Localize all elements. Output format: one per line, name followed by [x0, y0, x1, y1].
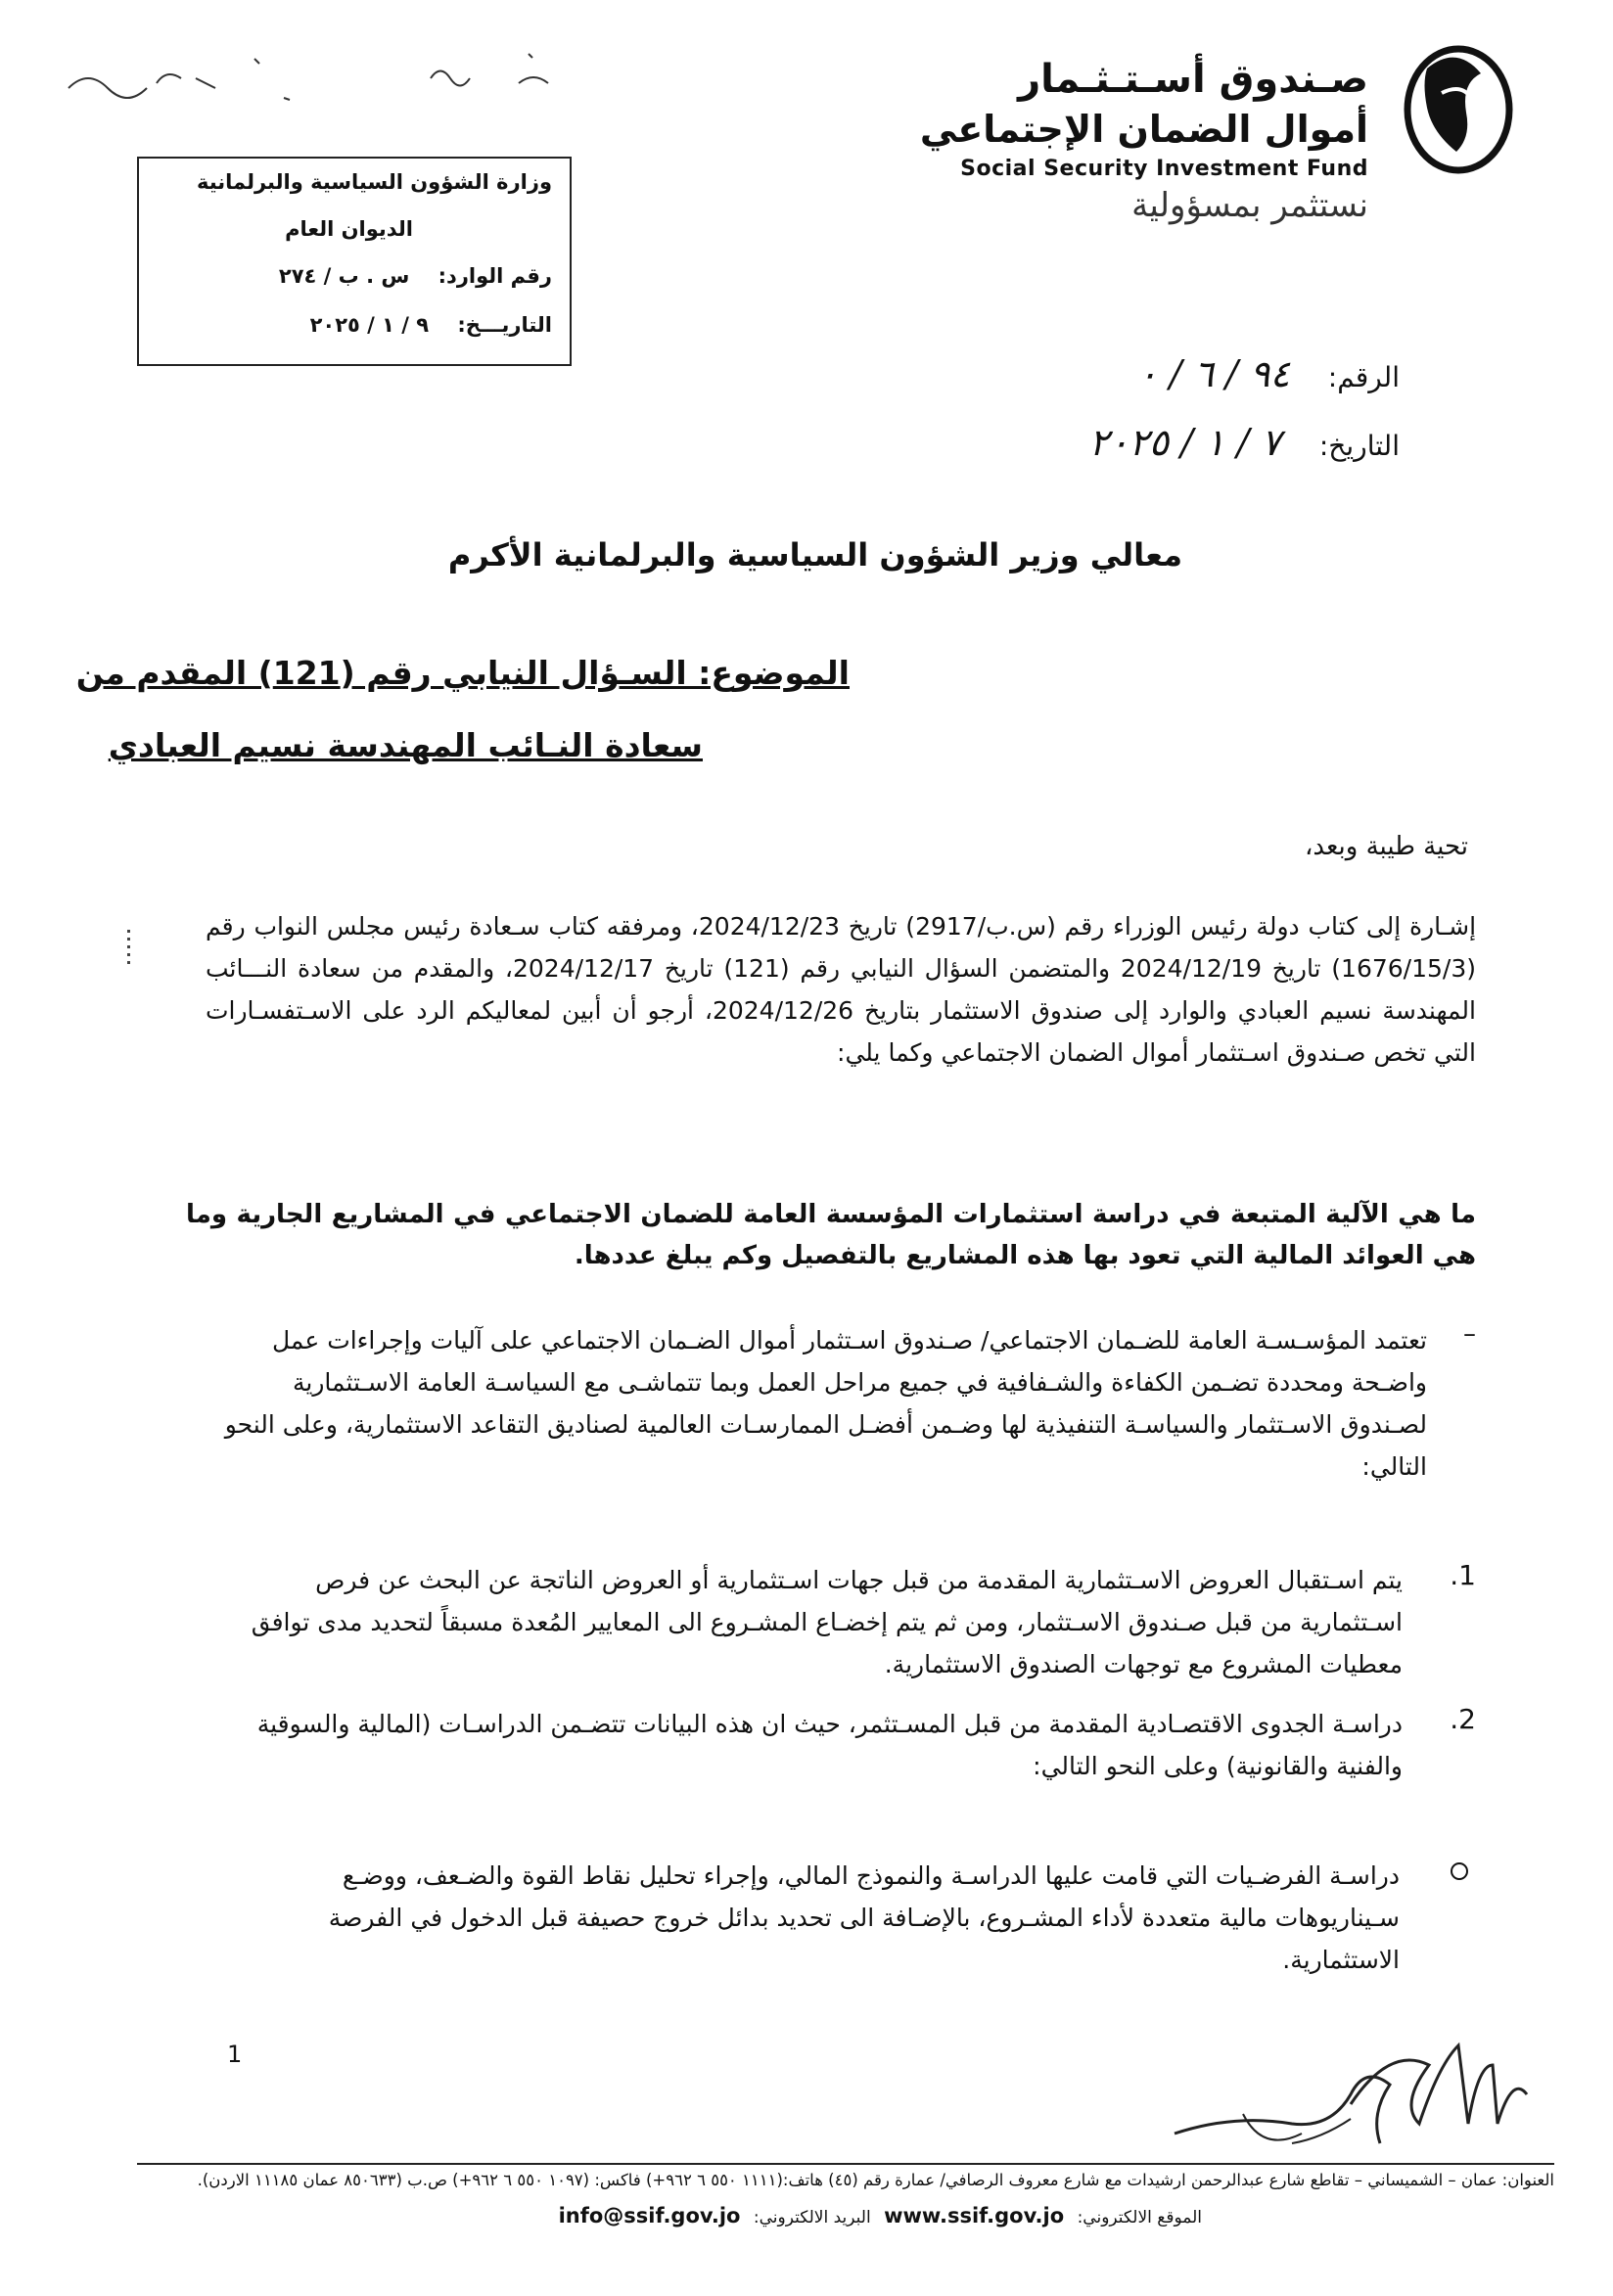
list-item: دراسـة الجدوى الاقتصـادية المقدمة من قبل المسـتثمر، حيث ان هذه البيانات تتضـمن الدراسـات (المالية والسوقية والفنية والقانونية) وعلى النحو التالي: — [256, 1710, 1403, 1780]
fund-name-ar-line1: صـندوق أسـتـثـمار — [1018, 57, 1368, 102]
fund-name-en: Social Security Investment Fund — [960, 157, 1368, 181]
email-link[interactable]: info@ssif.gov.jo — [558, 2204, 741, 2227]
fund-slogan: نستثمر بمسؤولية — [1131, 186, 1368, 225]
stamp-date-value: ٩ / ١ / ٢٠٢٥ — [309, 313, 430, 337]
reference-date-label: التاريخ: — [1318, 430, 1400, 462]
subject-line-2: سعادة النـائب المهندسة نسيم العبادي — [108, 726, 703, 764]
page-number: 1 — [227, 2041, 243, 2068]
stamp-incoming-value: س . ب / ٢٧٤ — [278, 264, 410, 288]
greeting: تحية طيبة وبعد، — [1304, 832, 1468, 861]
intro-paragraph: إشـارة إلى كتاب دولة رئيس الوزراء رقم (س.ب/2917) تاريخ 2024/12/23، ومرفقه كتاب سـعادة رئيس مجلس النواب رقم (1676/15/3) تاريخ 2024/12/19 والمتضمن السؤال النيابي رقم (121) تاريخ 2024/12/17، والمقدم من سعادة النـــائب المهندسة نسيم العبادي والوارد إلى صندوق الاستثمار بتاريخ 2024/12/26، أرجو أن أبين لمعاليكم الرد على الاسـتفسـارات التي تخص صـندوق اسـتثمار أموال الضمان الاجتماعي وكما يلي: — [206, 912, 1477, 1067]
parliamentary-question: ما هي الآلية المتبعة في دراسة استثمارات المؤسسة العامة للضمان الاجتماعي في المشاريع الجارية وما هي العوائد المالية التي تعود بها هذه المشاريع بالتفصيل وكم يبلغ عددها. — [186, 1200, 1476, 1270]
stamp-ministry: وزارة الشؤون السياسية والبرلمانية — [196, 170, 552, 194]
main-point-marker: – — [1463, 1319, 1476, 1349]
reference-date-row — [1089, 421, 1400, 464]
circle-bullet-icon — [1451, 1862, 1468, 1880]
reference-number-value: ٩٤ / ٦ / ٠ — [1137, 352, 1290, 395]
stamp-office: الديوان العام — [285, 217, 413, 241]
fund-logo-header — [919, 39, 1515, 235]
margin-dots — [127, 925, 137, 984]
item-number: .1 — [1450, 1559, 1476, 1591]
subject-line-1: الموضوع: السـؤال النيابي رقم (121) المقدم من — [75, 654, 850, 692]
sub-list-item: دراسـة الفرضـيات التي قامت عليها الدراسـة والنموذج المالي، وإجراء تحليل نقاط القوة والضـعف، ووضـع سـيناريوهات مالية متعددة لأداء المشـروع، بالإضـافة الى تحديد بدائل خروج حصيفة قبل الدخول في الفرصة الاستثمارية. — [328, 1861, 1400, 1974]
website-label: الموقع الالكتروني: — [1077, 2208, 1202, 2227]
stamp-incoming-label: رقم الوارد: — [438, 264, 552, 288]
main-point-text: تعتمد المؤسـسـة العامة للضـمان الاجتماعي/ صـندوق اسـتثمار أموال الضـمان الاجتماعي على آليات وإجراءات عمل واضـحة ومحددة تضـمن الكفاءة والشـفافية في جميع مراحل العمل وبما تتماشـى مع السياسـة العامة الاسـتثمارية لصـندوق الاسـتثمار والسياسـة التنفيذية لها وضـمن أفضـل الممارسـات العالمية لصناديق التقاعد الاستثمارية، وعلى النحو التالي: — [224, 1326, 1427, 1481]
email-label: البريد الالكتروني: — [753, 2208, 871, 2227]
website-link[interactable]: www.ssif.gov.jo — [884, 2204, 1065, 2227]
footer-address: العنوان: عمان – الشميساني – تقاطع شارع عبدالرحمن ارشيدات مع شارع معروف الرصافي/ عمارة رقم (٤٥) هاتف:(١١١١ ٥٥٠ ٦ ٩٦٢+) فاكس: (١٠٩٧ ٥٥٠ ٦ ٩٦٢+) ص.ب (٨٥٠٦٣٣ عمان ١١١٨٥ الاردن). — [197, 2171, 1554, 2189]
handwritten-signature — [1155, 1997, 1566, 2163]
item-number: .2 — [1450, 1703, 1476, 1735]
handwritten-scribble — [59, 39, 607, 117]
footer-divider — [137, 2163, 1554, 2165]
stamp-date-label: التاريـــخ: — [457, 313, 552, 337]
reference-date-value: ٧ / ١ / ٢٠٢٥ — [1088, 421, 1281, 464]
stamp-incoming-row — [279, 264, 552, 288]
salutation: معالي وزير الشؤون السياسية والبرلمانية الأكرم — [447, 536, 1182, 574]
footer-contacts — [551, 2204, 1202, 2227]
fund-logo-icon — [1398, 39, 1515, 176]
reference-number-row — [1137, 352, 1400, 395]
list-item: يتم اسـتقبال العروض الاسـتثمارية المقدمة من قبل جهات اسـتثمارية أو العروض الناتجة عن البحث عن فرص اسـتثمارية من قبل صـندوق الاسـتثمار، ومن ثم يتم إخضـاع المشـروع الى المعايير المُعدة مسبقاً لتحديد مدى توافق معطيات المشروع مع توجهات الصندوق الاستثمارية. — [251, 1566, 1403, 1678]
reference-number-label: الرقم: — [1327, 361, 1400, 393]
stamp-date-row — [310, 313, 552, 337]
incoming-stamp — [137, 157, 572, 366]
fund-name-ar-line2: أموال الضمان الإجتماعي — [919, 108, 1368, 151]
